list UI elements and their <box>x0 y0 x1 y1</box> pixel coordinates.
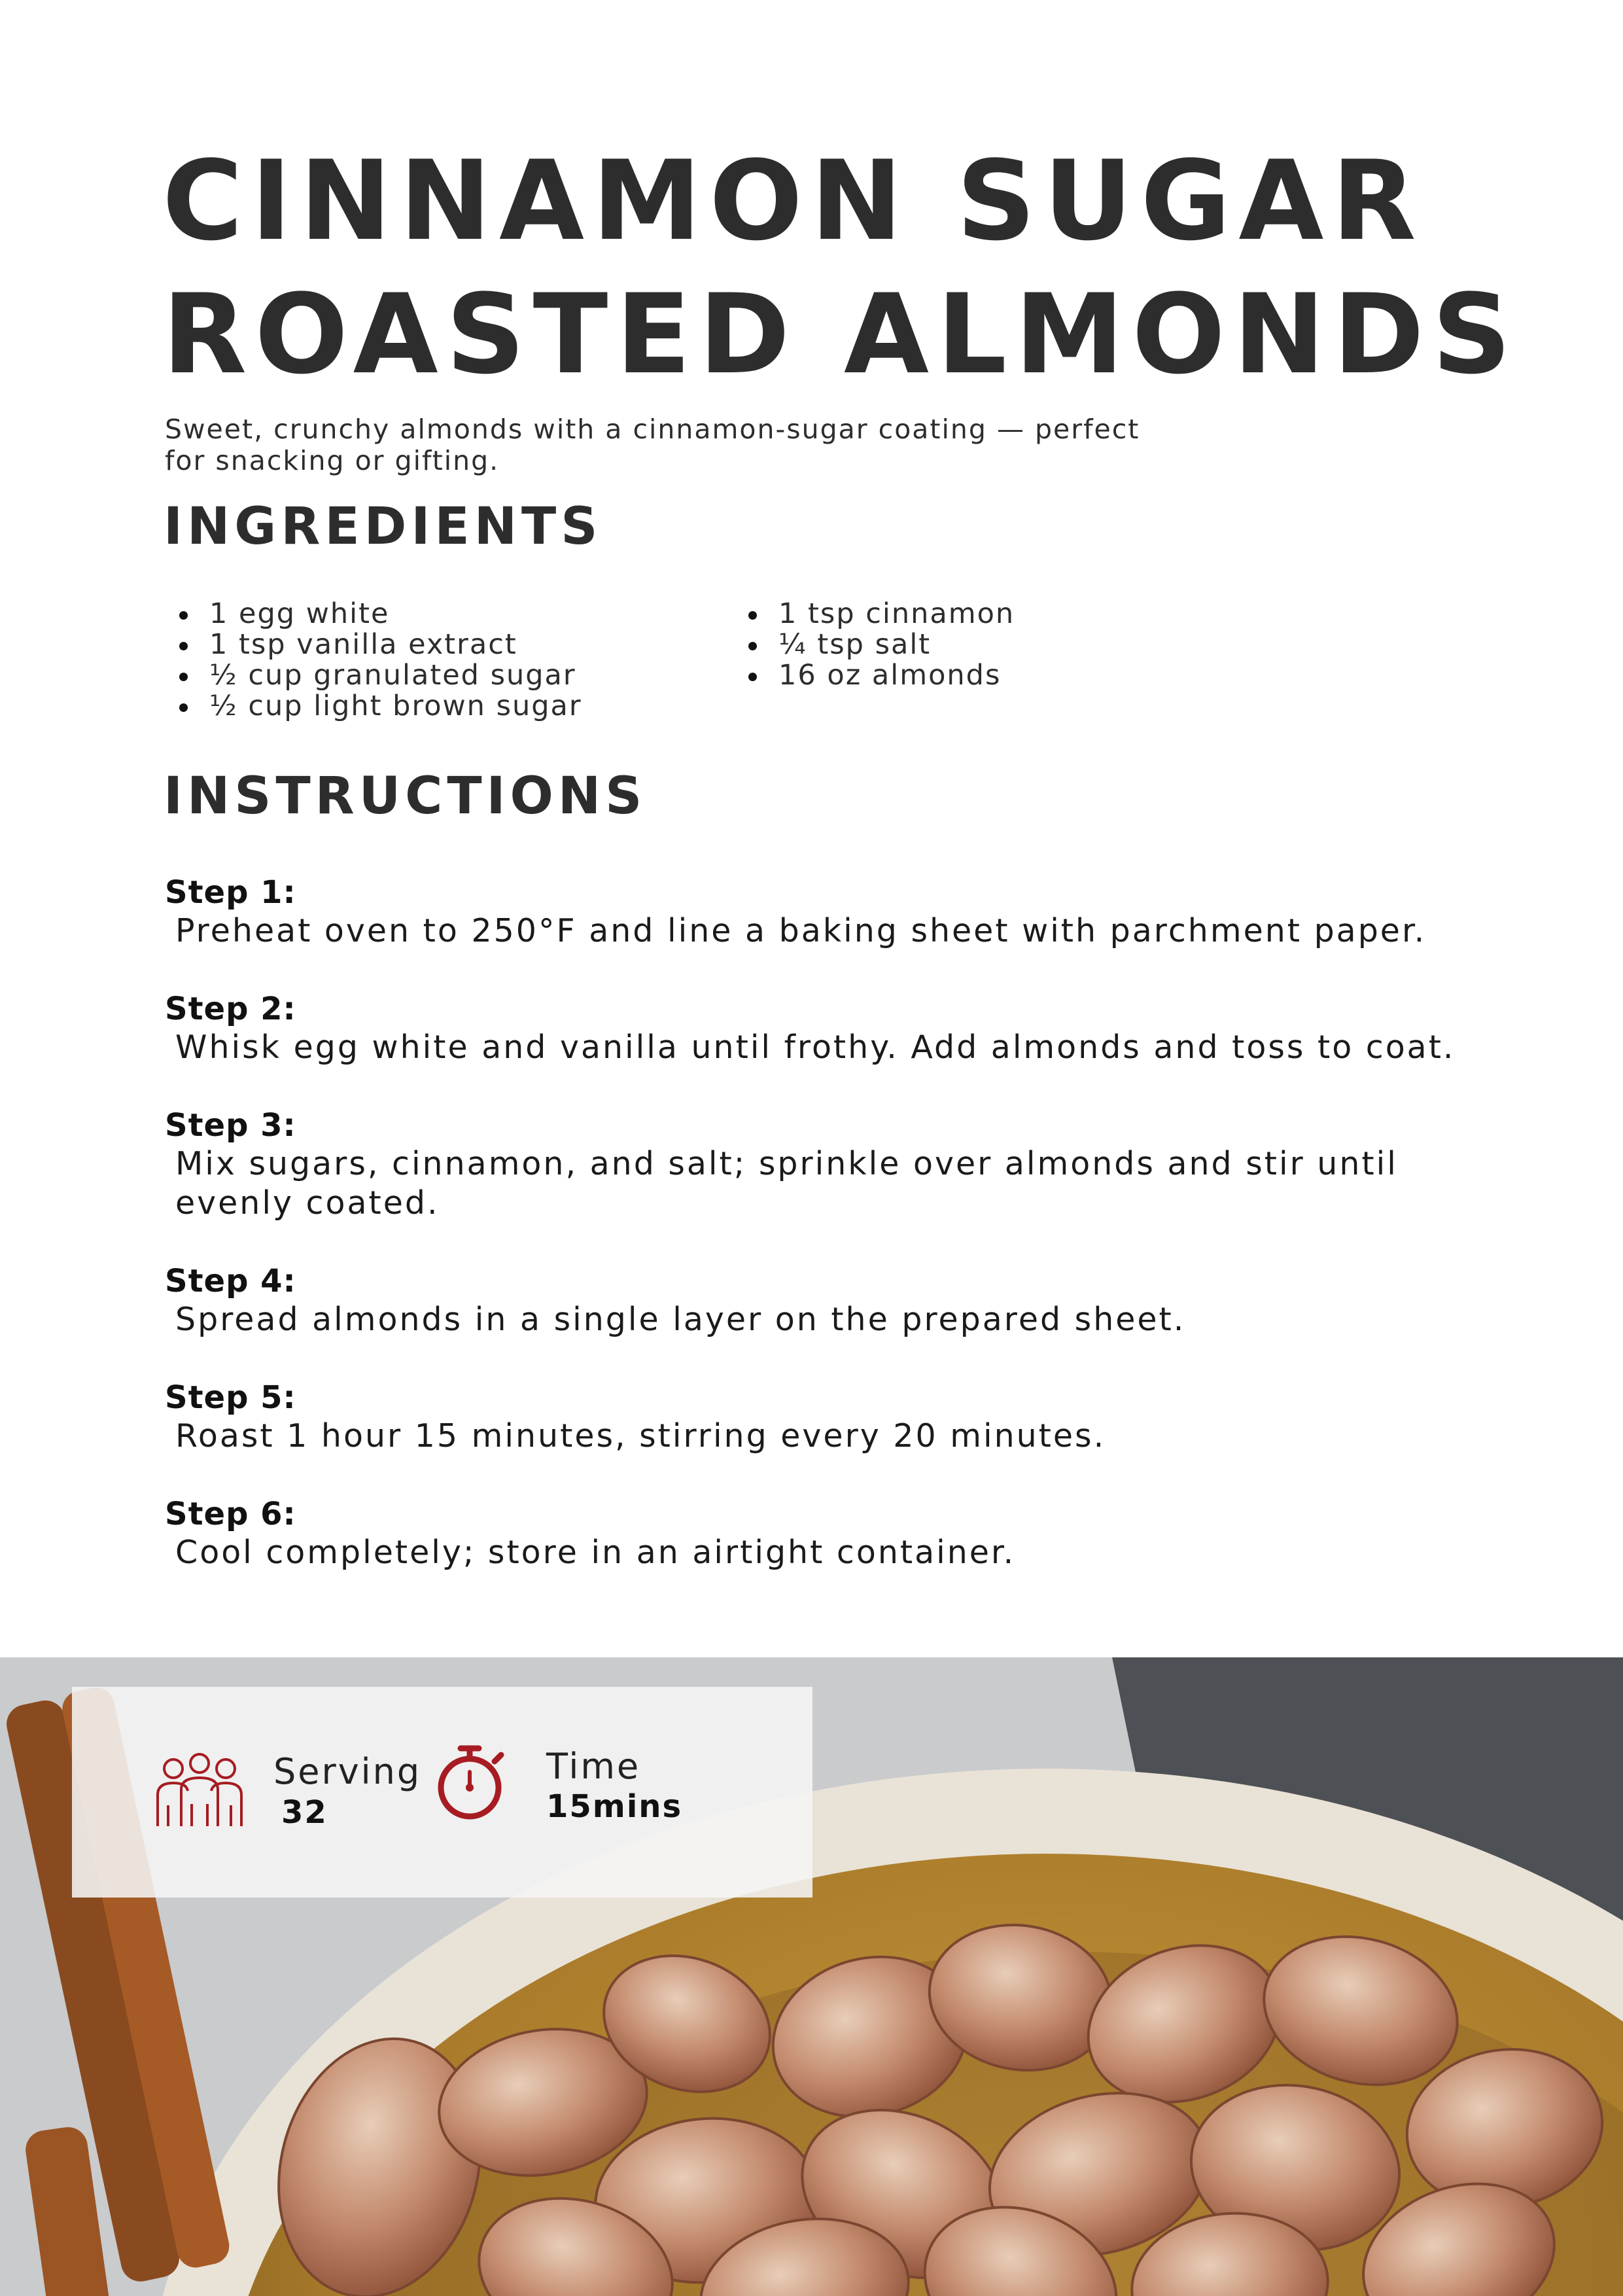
almonds-photo <box>0 1657 1623 2296</box>
step-label: Step 1: <box>165 874 296 911</box>
step-6 <box>165 1495 1512 1572</box>
ingredients-heading: INGREDIENTS <box>164 497 602 556</box>
title-line-1: CINNAMON SUGAR <box>162 137 1424 265</box>
step-text: Mix sugars, cinnamon, and salt; sprinkle over almonds and stir until evenly coated. <box>175 1145 1398 1222</box>
step-2 <box>165 990 1512 1067</box>
step-label: Step 6: <box>165 1496 296 1532</box>
stopwatch-icon <box>430 1739 509 1824</box>
step-text: Spread almonds in a single layer on the prepared sheet. <box>175 1301 1186 1338</box>
step-text: Cool completely; store in an airtight container. <box>175 1534 1016 1571</box>
ingredient-item: 1 egg white <box>165 599 582 629</box>
recipe-title <box>162 134 1519 401</box>
step-label: Step 3: <box>165 1107 296 1144</box>
ingredient-item: 16 oz almonds <box>734 660 1015 691</box>
recipe-info-box <box>72 1687 812 1898</box>
step-5 <box>165 1379 1512 1456</box>
ingredient-item: ½ cup light brown sugar <box>165 691 582 722</box>
serving-label: Serving <box>273 1751 422 1792</box>
step-text: Preheat oven to 250°F and line a baking sheet with parchment paper. <box>175 912 1427 949</box>
step-label: Step 5: <box>165 1379 296 1416</box>
step-label: Step 2: <box>165 991 296 1027</box>
step-3 <box>165 1106 1512 1223</box>
step-label: Step 4: <box>165 1263 296 1299</box>
time-value: 15mins <box>546 1788 683 1825</box>
ingredient-item: ¼ tsp salt <box>734 629 1015 660</box>
people-icon <box>154 1749 245 1828</box>
step-4 <box>165 1262 1512 1339</box>
time-label: Time <box>546 1746 641 1787</box>
ingredient-item: ½ cup granulated sugar <box>165 660 582 691</box>
ingredient-item: 1 tsp cinnamon <box>734 599 1015 629</box>
title-line-2: ROASTED ALMONDS <box>162 270 1520 398</box>
step-1 <box>165 874 1512 951</box>
step-text: Roast 1 hour 15 minutes, stirring every 20 minutes. <box>175 1417 1106 1455</box>
instruction-steps <box>165 874 1512 1612</box>
serving-value: 32 <box>281 1794 328 1831</box>
ingredients-list-column-1 <box>165 599 582 722</box>
ingredient-item: 1 tsp vanilla extract <box>165 629 582 660</box>
step-text: Whisk egg white and vanilla until frothy. Add almonds and toss to coat. <box>175 1029 1456 1066</box>
instructions-heading: INSTRUCTIONS <box>164 767 647 826</box>
ingredients-list-column-2 <box>734 599 1015 691</box>
recipe-subtitle: Sweet, crunchy almonds with a cinnamon-sugar coating — perfect for snacking or gifting. <box>165 414 1140 476</box>
